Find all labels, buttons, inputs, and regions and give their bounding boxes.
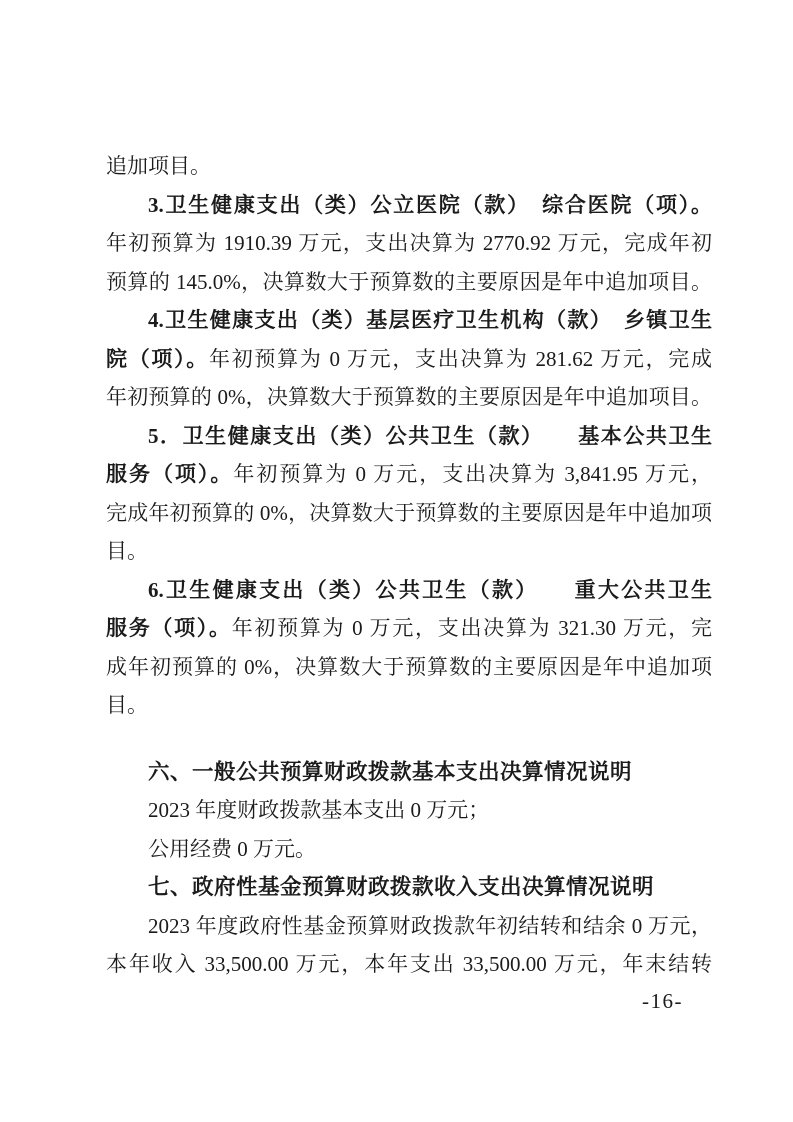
text-segment: 目。	[106, 693, 148, 717]
text-line	[106, 378, 712, 417]
text-segment: 年初预算为 0 万元，支出决算为 3,841.95 万元，	[233, 462, 712, 486]
text-line	[106, 301, 712, 340]
text-line	[106, 686, 712, 725]
text-segment: 5．卫生健康支出（类）公共卫生（款） 基本公共卫生	[148, 423, 712, 448]
text-segment: 2023 年度政府性基金预算财政拨款年初结转和结余 0 万元，	[148, 913, 712, 938]
text-segment: 6.卫生健康支出（类）公共卫生（款） 重大公共卫生	[148, 577, 712, 602]
text-line	[106, 263, 712, 302]
text-segment: 年初预算为 0 万元，支出决算为 281.62 万元，完成	[209, 346, 712, 371]
paragraph-spacer	[106, 725, 712, 753]
text-segment: 完成年初预算的 0%，决算数大于预算数的主要原因是年中追加项	[106, 500, 712, 525]
document-content	[106, 147, 712, 984]
text-line	[106, 186, 712, 225]
text-line	[106, 648, 712, 687]
text-line	[106, 907, 712, 946]
text-segment: 本年收入 33,500.00 万元，本年支出 33,500.00 万元，年末结转	[106, 952, 712, 976]
text-line	[106, 455, 712, 494]
text-segment: 追加项目。	[106, 154, 211, 178]
text-line	[106, 791, 712, 830]
heading-text: 七、政府性基金预算财政拨款收入支出决算情况说明	[148, 875, 655, 899]
text-line	[106, 830, 712, 869]
text-segment: 预算的 145.0%，决算数大于预算数的主要原因是年中追加项目。	[106, 269, 712, 294]
text-segment: 年初预算为 0 万元，支出决算为 321.30 万元，完	[231, 616, 712, 640]
text-segment: 2023 年度财政拨款基本支出 0 万元；	[148, 798, 490, 822]
text-line	[106, 417, 712, 456]
text-segment: 目。	[106, 539, 148, 563]
section-heading-7	[106, 868, 712, 907]
text-line	[106, 494, 712, 533]
text-line	[106, 224, 712, 263]
text-segment: 院（项）。	[106, 346, 210, 371]
text-segment: 年初预算的 0%，决算数大于预算数的主要原因是年中追加项目。	[106, 385, 712, 409]
text-segment: 4.卫生健康支出（类）基层医疗卫生机构（款） 乡镇卫生	[148, 308, 712, 332]
page-number: -16-	[642, 989, 683, 1013]
text-segment: 成年初预算的 0%，决算数大于预算数的主要原因是年中追加项	[106, 654, 712, 679]
text-line	[106, 571, 712, 610]
text-segment: 公用经费 0 万元。	[148, 836, 316, 861]
text-line	[106, 945, 712, 984]
text-line	[106, 609, 712, 648]
text-segment: 服务（项）。	[106, 616, 232, 640]
section-heading-6	[106, 753, 712, 792]
heading-text: 六、一般公共预算财政拨款基本支出决算情况说明	[148, 759, 633, 784]
text-segment: 服务（项）。	[106, 462, 234, 486]
text-segment: 3.卫生健康支出（类）公立医院（款） 综合医院（项）。	[148, 192, 712, 217]
text-line	[106, 147, 712, 186]
text-line	[106, 340, 712, 379]
text-segment: 年初预算为 1910.39 万元，支出决算为 2770.92 万元，完成年初	[106, 231, 712, 255]
text-line	[106, 532, 712, 571]
